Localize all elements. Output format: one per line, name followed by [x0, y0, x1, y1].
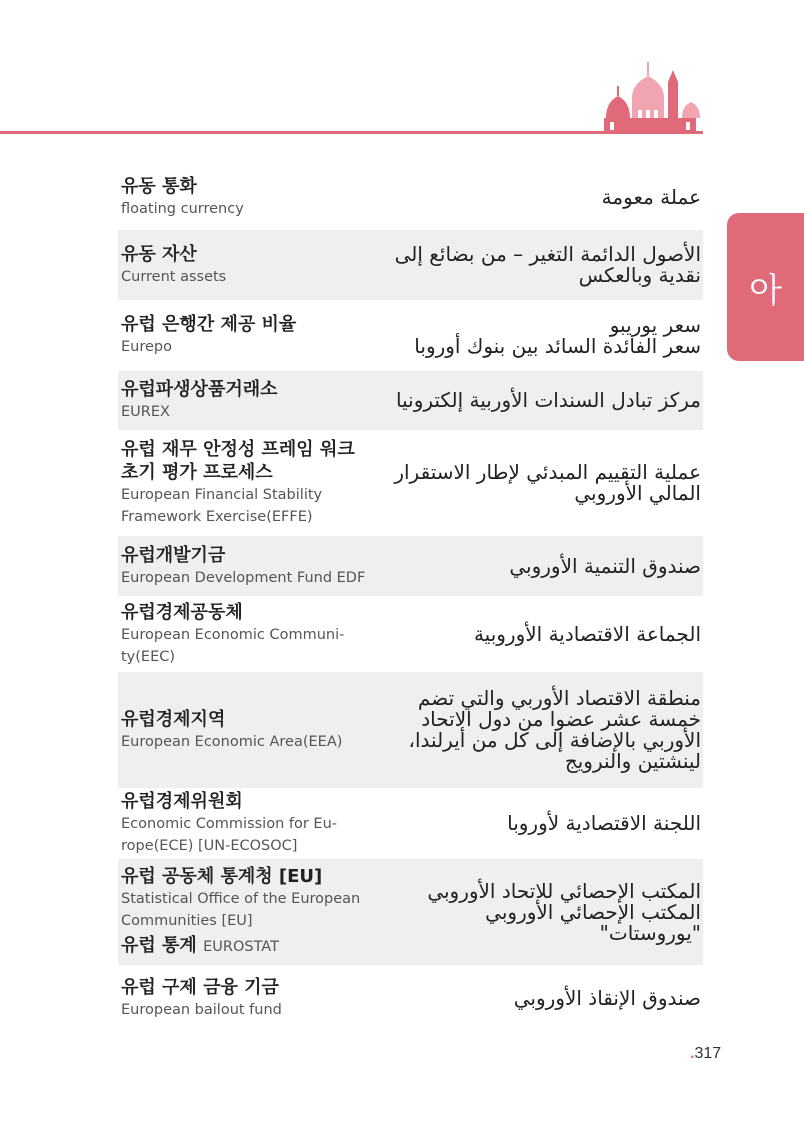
english-term: European bailout fund	[121, 1001, 282, 1018]
glossary-row	[118, 788, 703, 859]
korean-term: 유럽 공동체 통계청 [EU]	[121, 866, 323, 887]
korean-term: 유럽개발기금	[121, 544, 226, 566]
korean-cell	[121, 243, 371, 288]
page-number	[690, 1045, 721, 1063]
glossary-table	[118, 164, 703, 1031]
korean-cell	[121, 976, 371, 1021]
glossary-row	[118, 672, 703, 788]
korean-cell	[121, 790, 371, 857]
page-number-prefix: .	[690, 1045, 695, 1062]
page-number-value: 317	[694, 1045, 722, 1062]
glossary-row	[118, 965, 703, 1031]
mosque-illustration	[598, 60, 704, 134]
glossary-row	[118, 859, 703, 965]
korean-term: 유럽 재무 안정성 프레임 워크 초기 평가 프로세스	[121, 439, 355, 483]
glossary-row	[118, 300, 703, 371]
arabic-translation: الجماعة الاقتصادية الأوروبية	[473, 621, 701, 646]
korean-term-2: 유럽 통계	[121, 935, 197, 956]
english-term: EUREX	[121, 404, 170, 420]
glossary-row	[118, 230, 703, 300]
korean-term: 유럽경제위원회	[121, 791, 243, 812]
english-term-2: EUROSTAT	[203, 939, 279, 955]
korean-term: 유럽 은행간 제공 비율	[121, 314, 297, 335]
arabic-translation: المكتب الإحصائي للاتحاد الأوروبي المكتب الإحصائي الأوروبي "يوروستات"	[427, 878, 701, 945]
arabic-translation: عملة معومة	[601, 184, 701, 209]
korean-term: 유럽파생상품거래소	[121, 379, 278, 400]
arabic-translation: سعر يوريبو سعر الفائدة السائد بين بنوك أوروبا	[414, 312, 701, 358]
english-term: Economic Commission for Eu-rope(ECE) [UN-ECOSOC]	[121, 816, 338, 854]
korean-cell	[121, 175, 371, 220]
english-term: European Development Fund EDF	[121, 569, 366, 586]
korean-cell	[121, 313, 371, 358]
arabic-translation: عملية التقييم المبدئي لإطار الاستقرار المالي الأوروبي	[394, 460, 701, 505]
korean-cell	[121, 865, 371, 959]
glossary-row	[118, 371, 703, 430]
korean-cell	[121, 544, 371, 589]
korean-cell	[121, 708, 371, 753]
korean-term: 유럽 구제 금융 기금	[121, 976, 279, 998]
korean-term: 유럽경제공동체	[121, 601, 243, 623]
korean-term: 유동 자산	[121, 243, 197, 265]
arabic-translation: صندوق التنمية الأوروبي	[509, 553, 701, 578]
korean-term: 유동 통화	[121, 175, 197, 197]
arabic-translation: الأصول الدائمة التغير – من بضائع إلى نقدية وبالعكس	[394, 242, 701, 287]
arabic-translation: صندوق الإنقاذ الأوروبي	[513, 985, 701, 1010]
glossary-row	[118, 536, 703, 596]
korean-cell	[121, 378, 371, 423]
glossary-row	[118, 430, 703, 536]
glossary-row	[118, 596, 703, 672]
section-tab-label: 아	[749, 270, 782, 311]
english-term: European Financial Stability Framework Exercise(EFFE)	[121, 487, 323, 525]
arabic-translation: منطقة الاقتصاد الأوربي والتي تضم خمسة عشر عضوا من دول الاتحاد الأوربي بالإضافة إلى كل من أيرلندا، لينشتين والنرويج	[408, 686, 701, 773]
english-term: Statistical Office of the European Communities [EU]	[121, 891, 361, 929]
english-term: European Economic Area(EEA)	[121, 733, 343, 750]
korean-cell	[121, 438, 371, 528]
header-divider	[0, 131, 703, 134]
english-term: floating currency	[121, 200, 244, 217]
arabic-translation: مركز تبادل السندات الأوربية إلكترونيا	[396, 388, 701, 412]
arabic-translation: اللجنة الاقتصادية لأوروبا	[507, 811, 701, 835]
english-term: Current assets	[121, 268, 227, 285]
korean-term: 유럽경제지역	[121, 708, 226, 730]
section-tab[interactable]	[727, 213, 804, 361]
korean-term-secondary	[121, 934, 371, 959]
korean-cell	[121, 601, 371, 668]
english-term: European Economic Communi-ty(EEC)	[121, 626, 345, 665]
english-term: Eurepo	[121, 339, 172, 355]
glossary-row	[118, 164, 703, 230]
